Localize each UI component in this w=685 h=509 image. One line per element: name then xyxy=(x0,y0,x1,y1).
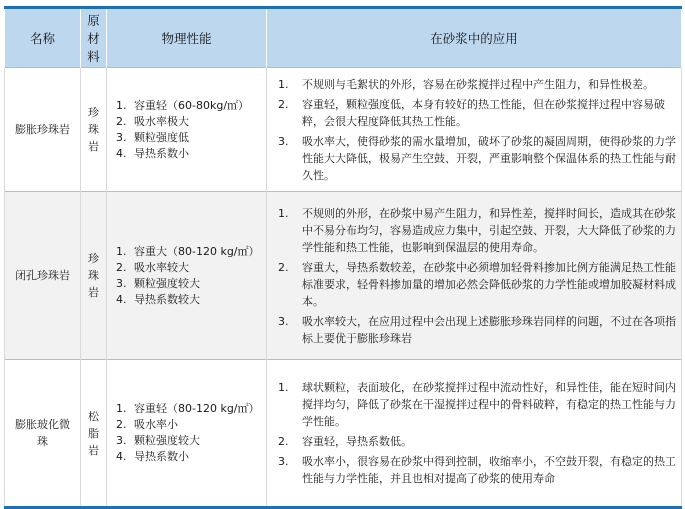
property-item: 2. 吸水率较大 xyxy=(130,260,261,276)
property-item: 4. 导热系数较大 xyxy=(130,292,261,308)
property-item: 1. 容重轻（60-80kg/㎡） xyxy=(130,98,261,114)
property-item: 3. 颗粒强度较大 xyxy=(130,276,261,292)
table-row xyxy=(5,360,682,508)
row-properties xyxy=(107,360,267,508)
property-item: 4. 导热系数小 xyxy=(130,449,261,465)
row-applications xyxy=(267,360,682,508)
property-item: 2. 吸水率极大 xyxy=(130,114,261,130)
header-row xyxy=(5,8,682,68)
header-properties: 物理性能 xyxy=(107,8,267,68)
properties-list xyxy=(112,401,261,465)
materials-comparison-table xyxy=(4,6,682,509)
row-material xyxy=(81,68,107,192)
application-item: 3. 吸水率大，使得砂浆的需水量增加，破坏了砂浆的凝固周期，使得砂浆的力学性能大大降低，极易产生空鼓、开裂，严重影响整个保温体系的热工性能与耐久性。 xyxy=(292,133,676,184)
row-material xyxy=(81,360,107,508)
property-item: 2. 吸水率小 xyxy=(130,417,261,433)
property-item: 1. 容重轻（80-120 kg/㎡） xyxy=(130,401,261,417)
applications-list xyxy=(272,205,676,347)
material-char: 松 xyxy=(88,409,99,423)
row-name: 膨胀珍珠岩 xyxy=(5,68,81,192)
row-name: 膨胀玻化微珠 xyxy=(5,360,81,508)
row-applications xyxy=(267,192,682,360)
applications-list xyxy=(272,76,676,184)
header-material-char: 材 xyxy=(87,31,100,46)
row-applications xyxy=(267,68,682,192)
row-properties xyxy=(107,68,267,192)
header-material-char: 料 xyxy=(87,49,100,64)
header-material-char: 原 xyxy=(87,13,100,28)
material-char: 岩 xyxy=(88,286,99,299)
header-material xyxy=(81,8,107,68)
property-item: 1. 容重大（80-120 kg/㎡） xyxy=(130,244,261,260)
material-char: 岩 xyxy=(88,140,99,153)
header-name: 名称 xyxy=(5,8,81,68)
row-material xyxy=(81,192,107,360)
properties-list xyxy=(112,98,261,162)
material-char: 脂 xyxy=(88,426,99,440)
application-item: 1. 不规则与毛絮状的外形，容易在砂浆搅拌过程中产生阻力，和异性极差。 xyxy=(292,76,676,93)
application-item: 3. 吸水率较大，在应用过程中会出现上述膨胀珍珠岩同样的问题，不过在各项指标上要优于膨胀珍珠岩 xyxy=(292,313,676,347)
property-item: 3. 颗粒强度较大 xyxy=(130,433,261,449)
property-item: 3. 颗粒强度低 xyxy=(130,130,261,146)
application-item: 2. 容重轻，导热系数低。 xyxy=(292,433,676,450)
application-item: 1. 球状颗粒，表面玻化，在砂浆搅拌过程中流动性好，和异性佳，能在短时间内搅拌均匀，降低了砂浆在干湿搅拌过程中的骨料破粹，有稳定的热工性能与力学性能。 xyxy=(292,379,676,430)
material-char: 珍 xyxy=(88,106,99,119)
application-item: 2. 容重大，导热系数较差，在砂浆中必须增加轻骨料掺加比例方能满足热工性能标准要求，轻骨料掺加量的增加必然会降低砂浆的力学性能或增加胶凝材料成本。 xyxy=(292,259,676,310)
property-item: 4. 导热系数小 xyxy=(130,146,261,162)
application-item: 3. 吸水率小，很容易在砂浆中得到控制，收缩率小，不空鼓开裂，有稳定的热工性能与力学性能，并且也相对提高了砂浆的使用寿命 xyxy=(292,453,676,487)
row-properties xyxy=(107,192,267,360)
material-char: 珠 xyxy=(88,123,99,136)
application-item: 2. 容重轻，颗粒强度低，本身有较好的热工性能，但在砂浆搅拌过程中容易破粹，会很大程度降低其热工性能。 xyxy=(292,96,676,130)
material-char: 珠 xyxy=(88,269,99,282)
table-container xyxy=(4,6,681,509)
table-row xyxy=(5,192,682,360)
material-char: 岩 xyxy=(88,443,99,457)
material-char: 珍 xyxy=(88,252,99,265)
row-name: 闭孔珍珠岩 xyxy=(5,192,81,360)
application-item: 1. 不规则的外形，在砂浆中易产生阻力，和异性差，搅拌时间长，造成其在砂浆中不易分布均匀，容易造成应力集中，引起空鼓、开裂，大大降低了砂浆的力学性能和热工性能，也影响到保温层的使用寿命。 xyxy=(292,205,676,256)
applications-list xyxy=(272,379,676,487)
table-row xyxy=(5,68,682,192)
header-application: 在砂浆中的应用 xyxy=(267,8,682,68)
properties-list xyxy=(112,244,261,308)
